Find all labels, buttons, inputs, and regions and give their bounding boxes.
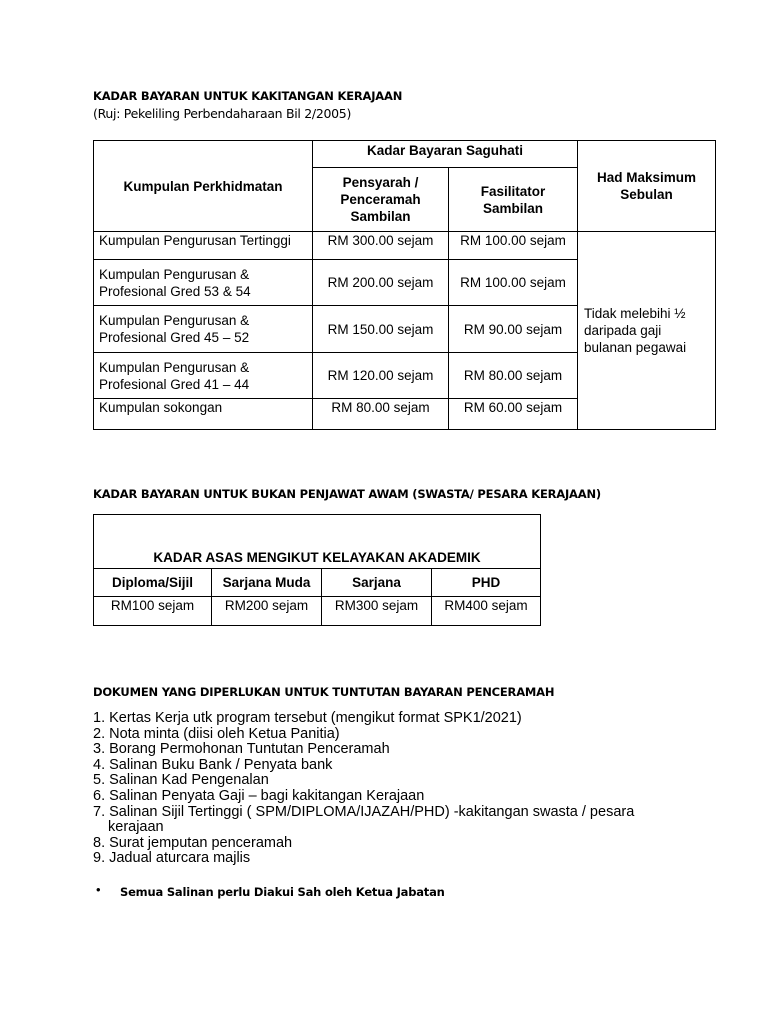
list-item: 1. Kertas Kerja utk program tersebut (mengikut format SPK1/2021) (93, 710, 522, 726)
header-sarjana-muda: Sarjana Muda (212, 569, 322, 597)
lecturer-rate: RM 300.00 sejam (313, 232, 449, 260)
header-lecturer: Pensyarah / Penceramah Sambilan (313, 168, 449, 232)
header-sarjana: Sarjana (322, 569, 432, 597)
facilitator-rate: RM 90.00 sejam (449, 306, 578, 353)
lecturer-rate: RM 80.00 sejam (313, 399, 449, 430)
group-cell: Kumpulan Pengurusan & Profesional Gred 45 – 52 (94, 306, 313, 353)
group-cell: Kumpulan Pengurusan & Profesional Gred 53 & 54 (94, 260, 313, 306)
header-facilitator: Fasilitator Sambilan (449, 168, 578, 232)
group-cell: Kumpulan Pengurusan Tertinggi (94, 232, 313, 260)
bullet-icon: • (96, 882, 101, 897)
list-item: 2. Nota minta (diisi oleh Ketua Panitia) (93, 725, 340, 742)
lecturer-rate: RM 120.00 sejam (313, 353, 449, 399)
list-item: 5. Salinan Kad Pengenalan (93, 772, 269, 789)
section1-title: KADAR BAYARAN UNTUK KAKITANGAN KERAJAAN (93, 89, 403, 103)
max-value: Tidak melebihi ½ daripada gaji bulanan pegawai (578, 232, 716, 430)
government-rates-table (93, 140, 716, 430)
lecturer-rate: RM 150.00 sejam (313, 306, 449, 353)
rate-diploma: RM100 sejam (94, 597, 212, 626)
header-phd: PHD (432, 569, 541, 597)
list-item: 8. Surat jemputan penceramah (93, 834, 293, 851)
private-rates-table (93, 514, 541, 626)
list-item: 7. Salinan Sijil Tertinggi ( SPM/DIPLOMA/IJAZAH/PHD) -kakitangan swasta / pesara (93, 803, 635, 820)
group-cell: Kumpulan Pengurusan & Profesional Gred 41 – 44 (94, 353, 313, 399)
facilitator-rate: RM 60.00 sejam (449, 399, 578, 430)
reference-text: (Ruj: Pekeliling Perbendaharaan Bil 2/2005) (93, 106, 352, 121)
header-rate: Kadar Bayaran Saguhati (313, 141, 578, 168)
section3-title: DOKUMEN YANG DIPERLUKAN UNTUK TUNTUTAN BAYARAN PENCERAMAH (93, 685, 555, 699)
list-item: 4. Salinan Buku Bank / Penyata bank (93, 756, 333, 773)
rate-sarjana: RM300 sejam (322, 597, 432, 626)
facilitator-rate: RM 100.00 sejam (449, 260, 578, 306)
note-text: Semua Salinan perlu Diakui Sah oleh Ketua Jabatan (120, 885, 445, 899)
list-item-continuation: kerajaan (108, 819, 164, 836)
list-item: 3. Borang Permohonan Tuntutan Penceramah (93, 741, 390, 758)
group-cell: Kumpulan sokongan (94, 399, 313, 430)
table-title: KADAR ASAS MENGIKUT KELAYAKAN AKADEMIK (94, 515, 541, 569)
list-item: 9. Jadual aturcara majlis (93, 850, 251, 867)
facilitator-rate: RM 80.00 sejam (449, 353, 578, 399)
header-max: Had Maksimum Sebulan (578, 141, 716, 232)
rate-sarjana-muda: RM200 sejam (212, 597, 322, 626)
facilitator-rate: RM 100.00 sejam (449, 232, 578, 260)
lecturer-rate: RM 200.00 sejam (313, 260, 449, 306)
header-group: Kumpulan Perkhidmatan (94, 141, 313, 232)
document-list (93, 711, 634, 867)
table-row (94, 597, 541, 626)
rate-phd: RM400 sejam (432, 597, 541, 626)
section2-title: KADAR BAYARAN UNTUK BUKAN PENJAWAT AWAM (SWASTA/ PESARA KERAJAAN) (93, 487, 601, 501)
header-diploma: Diploma/Sijil (94, 569, 212, 597)
table-row (94, 232, 716, 260)
list-item: 6. Salinan Penyata Gaji – bagi kakitangan Kerajaan (93, 787, 425, 804)
